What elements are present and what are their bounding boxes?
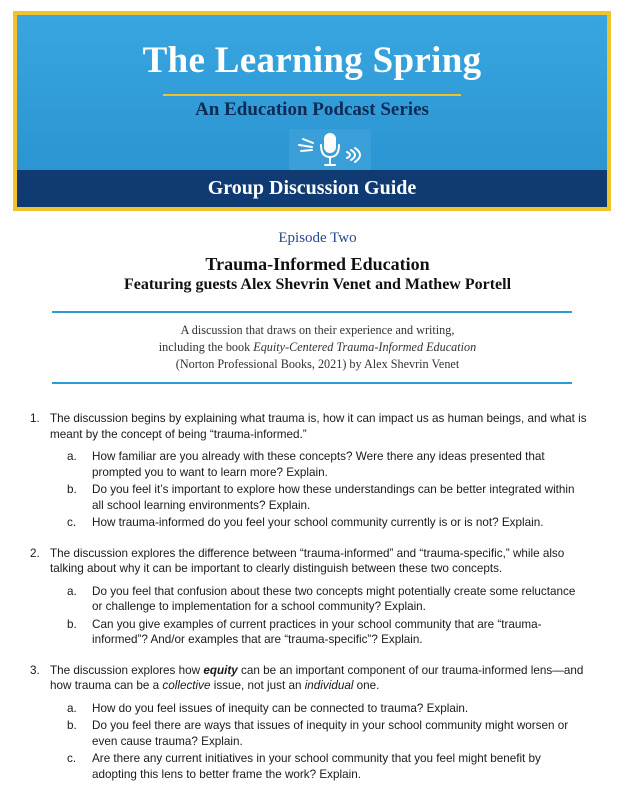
question-number: 2. — [30, 546, 40, 560]
episode-description — [40, 322, 595, 373]
emphasis-individual: individual — [304, 679, 354, 692]
sub-question: c. How trauma-informed do you feel your school community currently is or is not? Explain. — [67, 516, 544, 529]
banner-gold-divider — [163, 94, 461, 96]
sub-question: c. Are there any current initiatives in your school community that you feel might benefit by adopting this lens to better frame the work? Explain. — [67, 752, 541, 781]
description-line: A discussion that draws on their experience and writing, — [180, 323, 455, 337]
podcast-banner — [13, 11, 611, 211]
question-item — [0, 411, 635, 531]
question-number: 1. — [30, 412, 40, 425]
question-text: The discussion explores how equity can be an important component of our trauma-informed lens—and how trauma can be a collective issue, not just an individual one. — [50, 663, 584, 692]
sub-question: a. How familiar are you already with these concepts? Were there any ideas presented that prompted you to want to learn more? Explain. — [67, 450, 545, 479]
question-item — [0, 546, 635, 648]
question-item — [0, 663, 635, 783]
podcast-title: The Learning Spring — [142, 40, 482, 81]
discussion-questions — [0, 411, 635, 797]
bottom-divider — [52, 382, 572, 384]
description-line: including the book Equity-Centered Trauma-Informed Education — [158, 340, 477, 354]
sub-question: a. How do you feel issues of inequity can be connected to trauma? Explain. — [67, 701, 469, 715]
question-text: The discussion explores the difference between “trauma-informed” and “trauma-specific,” while also talking about why it can be important to clearly distinguish between these two concepts. — [50, 546, 565, 575]
top-divider — [52, 311, 572, 313]
episode-number: Episode Two — [278, 230, 357, 246]
discussion-guide-label: Group Discussion Guide — [207, 177, 417, 199]
episode-guests: Featuring guests Alex Shevrin Venet and Mathew Portell — [123, 276, 512, 293]
question-number: 3. — [30, 663, 40, 677]
sub-question: b. Do you feel there are ways that issues of inequity in your school community might worsen or even cause trauma? Explain. — [67, 719, 569, 748]
sub-question: b. Can you give examples of current practices in your school community that are “trauma- informed”? And/or examples that are “trauma-specific”? Explain. — [67, 617, 542, 646]
podcast-subtitle: An Education Podcast Series — [195, 99, 429, 120]
book-title: Equity-Centered Trauma-Informed Education — [253, 340, 477, 354]
banner-bottom-bar — [17, 170, 607, 207]
episode-title: Trauma-Informed Education — [205, 254, 430, 274]
sub-question: b. Do you feel it’s important to explore how these understandings can be better integrated within all school learning environments? Explain. — [67, 483, 575, 512]
podcast-microphone-icon — [289, 129, 371, 171]
description-line: (Norton Professional Books, 2021) by Alex Shevrin Venet — [175, 357, 460, 371]
sub-question: a. Do you feel that confusion about these two concepts might potentially create some reluctance or challenge to implementation for a school community? Explain. — [67, 584, 576, 613]
emphasis-collective: collective — [162, 679, 211, 692]
question-text: The discussion begins by explaining what trauma is, how it can impact us as human beings, and what is meant by the concept of being “trauma-informed.” — [50, 412, 587, 441]
emphasis-equity: equity — [203, 663, 238, 677]
